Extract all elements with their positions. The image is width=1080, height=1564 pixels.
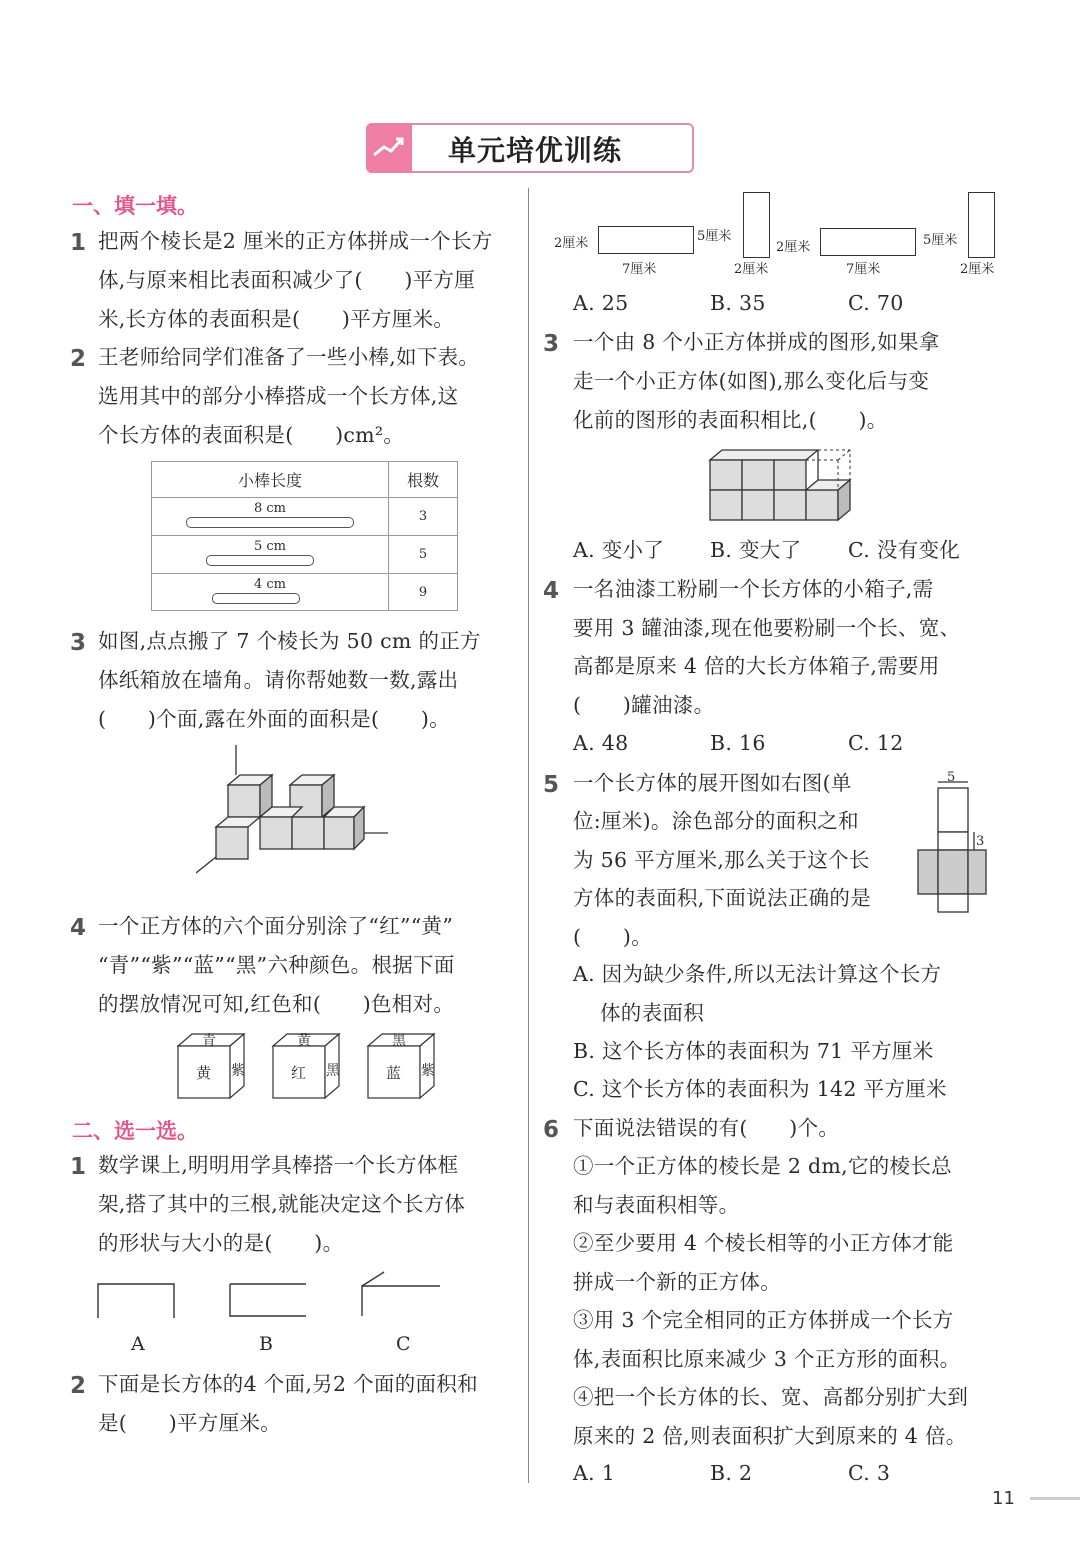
rect-face	[743, 192, 770, 258]
question-text: ( )罐油漆。	[573, 693, 715, 717]
column-divider	[528, 188, 529, 1483]
question-text: 体纸箱放在墙角。请你帮她数一数,露出	[98, 668, 459, 692]
question-text: 的摆放情况可知,红色和( )色相对。	[98, 992, 455, 1016]
rect-face	[820, 228, 916, 256]
option-c: C. 没有变化	[848, 538, 961, 562]
option-b: B. 这个长方体的表面积为 71 平方厘米	[573, 1039, 934, 1063]
question-text: 王老师给同学们准备了一些小棒,如下表。	[98, 345, 480, 369]
banner-title: 单元培优训练	[448, 134, 623, 167]
option-label-a: A	[131, 1333, 146, 1355]
stick-length-label: 4 cm	[253, 577, 286, 592]
cube-side-label: 黑	[326, 1063, 340, 1079]
question-text: 体,表面积比原来减少 3 个正方形的面积。	[573, 1347, 961, 1371]
question-text: 的形状与大小的是( )。	[98, 1231, 344, 1255]
question-text: 一个正方体的六个面分别涂了“红”“黄”	[98, 914, 454, 938]
option-b: B. 16	[710, 731, 766, 755]
question-text: ( )。	[573, 925, 652, 949]
page-number-rule	[1030, 1497, 1080, 1500]
stick-8cm	[186, 517, 354, 528]
cube-top-label: 黄	[297, 1033, 311, 1049]
question-text: 一个长方体的展开图如右图(单	[573, 771, 852, 795]
cube-top-label: 青	[202, 1033, 216, 1049]
option-label-b: B	[259, 1333, 274, 1355]
stick-table	[151, 461, 458, 611]
rect-height-label: 5厘米	[697, 229, 732, 244]
question-text: 方体的表面积,下面说法正确的是	[573, 886, 872, 910]
question-text: 原来的 2 倍,则表面积扩大到原来的 4 倍。	[573, 1424, 967, 1448]
cube-front-label: 红	[291, 1064, 307, 1082]
option-a: A. 变小了	[573, 538, 665, 562]
rect-height-label: 5厘米	[923, 233, 958, 248]
rect-width-label: 7厘米	[846, 262, 881, 277]
question-text: ③用 3 个完全相同的正方体拼成一个长方	[573, 1308, 954, 1332]
option-c: C. 70	[848, 291, 904, 315]
rect-height-label: 2厘米	[776, 240, 811, 255]
option-a: A. 因为缺少条件,所以无法计算这个长方	[573, 962, 942, 986]
question-number: 5	[543, 772, 560, 798]
wall-corner-boxes-figure	[196, 745, 396, 877]
stick-length-label: 5 cm	[253, 539, 286, 554]
trend-icon	[366, 123, 412, 173]
rect-face	[968, 192, 995, 258]
table-header-length: 小棒长度	[152, 462, 389, 498]
question-number: 3	[543, 331, 560, 357]
option-label-c: C	[396, 1333, 411, 1355]
option-a: A. 1	[573, 1461, 616, 1485]
question-number: 2	[70, 346, 87, 372]
rect-width-label: 2厘米	[734, 262, 769, 277]
frame-options-figure	[90, 1270, 450, 1322]
question-number: 1	[70, 1154, 87, 1180]
cube-front-label: 黄	[196, 1064, 212, 1082]
table-row	[152, 536, 458, 574]
question-text: 化前的图形的表面积相比,( )。	[573, 408, 888, 432]
option-b: B. 35	[710, 291, 766, 315]
cube-side-label: 紫	[231, 1063, 245, 1079]
question-text: 位:厘米)。涂色部分的面积之和	[573, 809, 859, 833]
section-choose-title: 二、选一选。	[72, 1119, 198, 1143]
table-row	[152, 574, 458, 611]
page-number: 11	[992, 1488, 1015, 1509]
question-text: ②至少要用 4 个棱长相等的小正方体才能	[573, 1231, 954, 1255]
question-text: 下面是长方体的4 个面,另2 个面的面积和	[98, 1372, 478, 1396]
question-text: 架,搭了其中的三根,就能决定这个长方体	[98, 1192, 466, 1216]
question-text: ④把一个长方体的长、宽、高都分别扩大到	[573, 1385, 969, 1409]
question-text: 是( )平方厘米。	[98, 1411, 281, 1435]
question-text: 个长方体的表面积是( )cm²。	[98, 423, 405, 447]
net-width-label: 5	[947, 770, 956, 785]
question-number: 3	[70, 630, 87, 656]
question-number: 2	[70, 1373, 87, 1399]
eight-cubes-figure	[706, 446, 856, 526]
question-text: 走一个小正方体(如图),那么变化后与变	[573, 369, 930, 393]
stick-count: 9	[389, 574, 458, 611]
question-number: 4	[70, 915, 87, 941]
stick-count: 3	[389, 498, 458, 536]
question-text: 为 56 平方厘米,那么关于这个长	[573, 848, 870, 872]
question-text: “青”“紫”“蓝”“黑”六种颜色。根据下面	[98, 953, 455, 977]
option-c: C. 3	[848, 1461, 891, 1485]
option-b: B. 变大了	[710, 538, 802, 562]
question-number: 4	[543, 578, 560, 604]
question-text: 选用其中的部分小棒搭成一个长方体,这	[98, 384, 459, 408]
rect-width-label: 2厘米	[960, 262, 995, 277]
section-banner	[366, 123, 692, 173]
question-text: 如图,点点搬了 7 个棱长为 50 cm 的正方	[98, 629, 481, 653]
net-height-label: 3	[976, 834, 985, 849]
question-text: 米,长方体的表面积是( )平方厘米。	[98, 307, 455, 331]
option-c: C. 12	[848, 731, 904, 755]
table-header-count: 根数	[389, 462, 458, 498]
color-cube	[271, 1030, 343, 1100]
question-text: 和与表面积相等。	[573, 1193, 740, 1217]
question-text: 下面说法错误的有( )个。	[573, 1116, 840, 1140]
rect-width-label: 7厘米	[622, 262, 657, 277]
stick-4cm	[212, 593, 300, 604]
table-row	[152, 498, 458, 536]
color-cube	[176, 1030, 248, 1100]
cuboid-net-figure	[914, 770, 990, 916]
section-fill-title: 一、填一填。	[72, 194, 198, 218]
cube-side-label: 紫	[421, 1063, 435, 1079]
option-a-cont: 体的表面积	[600, 1001, 704, 1025]
option-c: C. 这个长方体的表面积为 142 平方厘米	[573, 1077, 947, 1101]
question-text: 把两个棱长是2 厘米的正方体拼成一个长方	[98, 229, 493, 253]
question-text: 高都是原来 4 倍的大长方体箱子,需要用	[573, 654, 940, 678]
rectangle-faces-figure	[552, 190, 1012, 280]
option-b: B. 2	[710, 1461, 753, 1485]
stick-5cm	[206, 555, 314, 566]
cube-front-label: 蓝	[386, 1064, 402, 1082]
question-text: ①一个正方体的棱长是 2 dm,它的棱长总	[573, 1154, 952, 1178]
question-number: 1	[70, 230, 87, 256]
question-text: 一个由 8 个小正方体拼成的图形,如果拿	[573, 330, 940, 354]
question-text: 要用 3 罐油漆,现在他要粉刷一个长、宽、	[573, 616, 961, 640]
question-text: ( )个面,露在外面的面积是( )。	[98, 707, 451, 731]
rect-height-label: 2厘米	[554, 236, 589, 251]
cube-top-label: 黑	[392, 1033, 406, 1049]
stick-count: 5	[389, 536, 458, 574]
color-cube	[366, 1030, 438, 1100]
question-text: 一名油漆工粉刷一个长方体的小箱子,需	[573, 577, 934, 601]
option-a: A. 25	[573, 291, 629, 315]
question-text: 拼成一个新的正方体。	[573, 1270, 781, 1294]
rect-face	[598, 226, 694, 254]
question-number: 6	[543, 1117, 560, 1143]
stick-length-label: 8 cm	[253, 501, 286, 516]
question-text: 数学课上,明明用学具棒搭一个长方体框	[98, 1153, 459, 1177]
option-a: A. 48	[573, 731, 629, 755]
question-text: 体,与原来相比表面积减少了( )平方厘	[98, 268, 476, 292]
